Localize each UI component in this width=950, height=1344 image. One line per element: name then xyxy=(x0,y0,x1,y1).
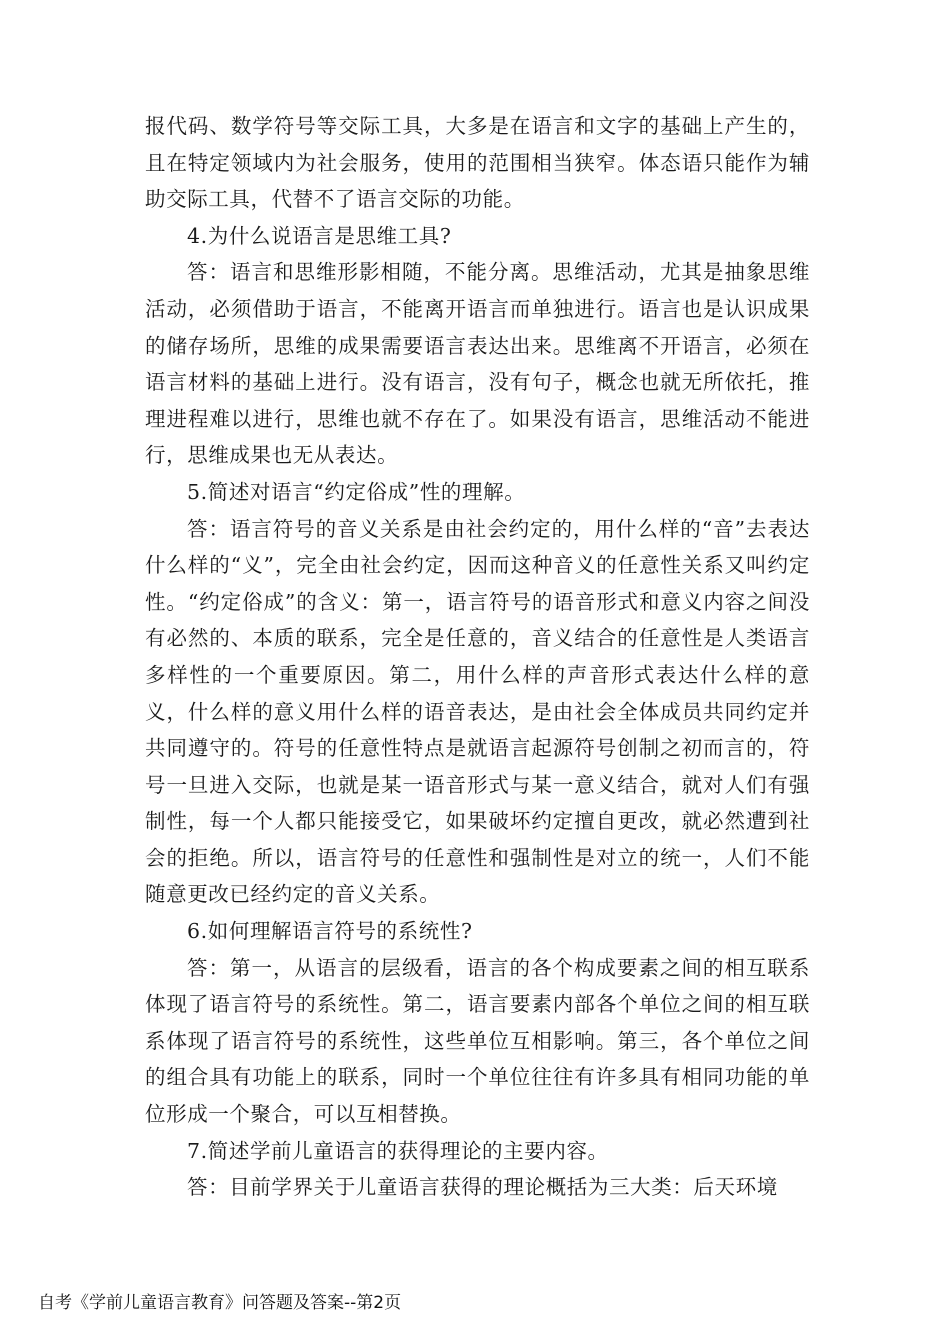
question-4: 4.为什么说语言是思维工具? xyxy=(187,223,452,248)
answer-6: 答：第一，从语言的层级看，语言的各个构成要素之间的相互联系体现了语言符号的系统性。第二，语言要素内部各个单位之间的相互联系体现了语言符号的系统性，这些单位互相影响。第三，各个单位之间的组合具有功能上的联系，同时一个单位往往有许多具有相同功能的单位形成一个聚合，可以互相替换。 xyxy=(145,955,810,1127)
document-body xyxy=(145,108,810,1206)
answer-7: 答：目前学界关于儿童语言获得的理论概括为三大类：后天环境 xyxy=(187,1175,778,1200)
answer-4: 答：语言和思维形影相随，不能分离。思维活动，尤其是抽象思维活动，必须借助于语言，不能离开语言而单独进行。语言也是认识成果的储存场所，思维的成果需要语言表达出来。思维离不开语言，必须在语言材料的基础上进行。没有语言，没有句子，概念也就无所依托，推理进程难以进行，思维也就不存在了。如果没有语言，思维活动不能进行，思维成果也无从表达。 xyxy=(145,260,810,468)
page-footer: 自考《学前儿童语言教育》问答题及答案--第2页 xyxy=(38,1293,402,1313)
continuation-paragraph: 报代码、数学符号等交际工具，大多是在语言和文字的基础上产生的，且在特定领域内为社会服务，使用的范围相当狭窄。体态语只能作为辅助交际工具，代替不了语言交际的功能。 xyxy=(145,114,810,212)
question-5: 5.简述对语言“约定俗成”性的理解。 xyxy=(187,479,526,504)
question-7: 7.简述学前儿童语言的获得理论的主要内容。 xyxy=(187,1138,609,1163)
answer-5: 答：语言符号的音义关系是由社会约定的，用什么样的“音”去表达什么样的“义”，完全由社会约定，因而这种音义的任意性关系又叫约定性。“约定俗成”的含义：第一，语言符号的语音形式和意义内容之间没有必然的、本质的联系，完全是任意的，音义结合的任意性是人类语言多样性的一个重要原因。第二，用什么样的声音形式表达什么样的意义，什么样的意义用什么样的语音表达，是由社会全体成员共同约定并共同遵守的。符号的任意性特点是就语言起源符号创制之初而言的，符号一旦进入交际，也就是某一语音形式与某一意义结合，就对人们有强制性，每一个人都只能接受它，如果破坏约定擅自更改，就必然遭到社会的拒绝。所以，语言符号的任意性和强制性是对立的统一，人们不能随意更改已经约定的音义关系。 xyxy=(145,516,810,907)
question-6: 6.如何理解语言符号的系统性? xyxy=(187,919,473,944)
